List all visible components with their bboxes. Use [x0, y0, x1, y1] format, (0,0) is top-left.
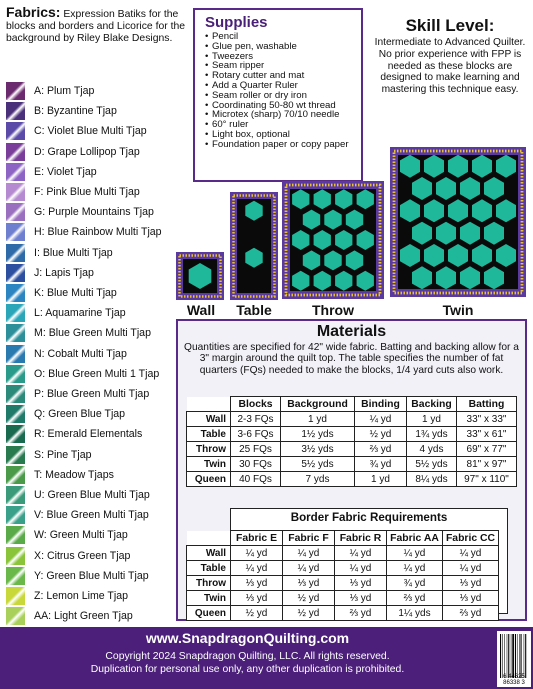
table-cell: 69" x 77": [457, 442, 517, 457]
table-row: [187, 576, 499, 591]
supplies-list: [205, 32, 355, 150]
table-cell: ½ yd: [283, 606, 335, 621]
barcode-bar: [519, 634, 520, 678]
fabric-item: [6, 446, 92, 464]
row-header: Throw: [187, 576, 231, 591]
barcode-bar: [500, 634, 501, 678]
table-cell: 33" x 33": [457, 412, 517, 427]
fabric-label: I: Blue Multi Tjap: [34, 246, 113, 259]
fabric-swatch: [6, 183, 25, 201]
table-cell: 97" x 110": [457, 472, 517, 487]
border-heading: Border Fabric Requirements: [290, 511, 448, 524]
row-header: Table: [187, 427, 231, 442]
quilt-wall-image: [176, 252, 224, 300]
barcode-bar: [521, 634, 522, 678]
supplies-heading: Supplies: [205, 14, 268, 31]
supply-item: • Foundation paper or copy paper: [205, 140, 355, 150]
table-cell: 25 FQs: [231, 442, 281, 457]
fabric-swatch: [6, 446, 25, 464]
skill-level: [372, 16, 528, 96]
fabric-item: [6, 345, 127, 363]
fabric-label: W: Green Multi Tjap: [34, 529, 128, 542]
barcode-bar: [515, 634, 516, 678]
supply-item: • 60° ruler: [205, 120, 355, 130]
col-header: Fabric CC: [443, 531, 499, 546]
barcode-bar: [512, 634, 514, 678]
table-cell: ⅓ yd: [443, 576, 499, 591]
table-cell: 1 yd: [355, 472, 407, 487]
table-cell: ½ yd: [283, 591, 335, 606]
row-header: Wall: [187, 546, 231, 561]
table-cell: ½ yd: [355, 427, 407, 442]
fabric-item: [6, 304, 126, 322]
fabric-item: [6, 385, 149, 403]
materials-note: Quantities are specified for 42" wide fabric. Batting and backing allow for a 3" margin around the quilt top. The table specifies the number of fat quarters (FQs) needed to make the blocks, 1/4 yard cuts also work.: [184, 342, 519, 376]
fabric-swatch: [6, 486, 25, 504]
fabric-swatch: [6, 143, 25, 161]
table-cell: ⅔ yd: [355, 442, 407, 457]
table-cell: 5½ yds: [407, 457, 457, 472]
fabric-swatch: [6, 82, 25, 100]
barcode-bar: [507, 634, 508, 678]
supplies-box: [193, 8, 363, 182]
fabric-label: B: Byzantine Tjap: [34, 105, 117, 118]
table-cell: ⅔ yd: [387, 591, 443, 606]
table-cell: 1½ yds: [281, 427, 355, 442]
table-cell: 1 yd: [407, 412, 457, 427]
fabric-swatch: [6, 203, 25, 221]
fabric-item: [6, 607, 133, 625]
table-row: [187, 472, 517, 487]
skill-heading: Skill Level:: [405, 16, 495, 35]
fabric-swatch: [6, 284, 25, 302]
fabric-item: [6, 284, 117, 302]
fabric-label: H: Blue Rainbow Multi Tjap: [34, 226, 162, 239]
table-cell: 8¼ yds: [407, 472, 457, 487]
col-header: Fabric F: [283, 531, 335, 546]
fabric-swatch: [6, 223, 25, 241]
materials-heading: Materials: [316, 323, 387, 340]
table-cell: ¼ yd: [443, 561, 499, 576]
fabric-label: O: Blue Green Multi 1 Tjap: [34, 367, 160, 380]
table-cell: ⅓ yd: [335, 576, 387, 591]
col-header: Batting: [457, 397, 517, 412]
barcode: [497, 631, 531, 687]
quilt-label-throw: Throw: [312, 302, 354, 318]
table-cell: ¼ yd: [443, 546, 499, 561]
fabric-label: T: Meadow Tjaps: [34, 468, 114, 481]
table-cell: 1¾ yds: [407, 427, 457, 442]
supply-item: • Coordinating 50-80 wt thread: [205, 101, 355, 111]
fabric-item: [6, 466, 114, 484]
fabric-swatch: [6, 264, 25, 282]
fabric-swatch: [6, 587, 25, 605]
fabric-label: V: Blue Green Multi Tjap: [34, 509, 149, 522]
row-header: Twin: [187, 591, 231, 606]
fabric-label: D: Grape Lollipop Tjap: [34, 145, 140, 158]
table-cell: ¼ yd: [335, 561, 387, 576]
barcode-bars: [500, 634, 528, 678]
copyright-text: [0, 650, 495, 676]
fabric-label: J: Lapis Tjap: [34, 266, 94, 279]
table-cell: 81" x 97": [457, 457, 517, 472]
fabric-label: U: Green Blue Multi Tjap: [34, 489, 150, 501]
fabric-item: [6, 425, 142, 443]
fabric-item: [6, 405, 125, 423]
table-cell: ⅔ yd: [443, 606, 499, 621]
fabric-item: [6, 122, 147, 140]
fabric-swatch: [6, 324, 25, 342]
col-header: Fabric R: [335, 531, 387, 546]
supply-item: • Rotary cutter and mat: [205, 71, 355, 81]
table-cell: ⅓ yd: [231, 591, 283, 606]
supply-item: • Microtex (sharp) 70/10 needle: [205, 110, 355, 120]
table-cell: 3½ yds: [281, 442, 355, 457]
table-cell: ¾ yd: [387, 576, 443, 591]
duplication-notice: Duplication for personal use only, any other duplication is prohibited.: [90, 664, 405, 675]
barcode-bar: [504, 634, 505, 678]
table-cell: 40 FQs: [231, 472, 281, 487]
row-header: Table: [187, 561, 231, 576]
fabric-swatch: [6, 506, 25, 524]
quilt-label-twin: Twin: [442, 302, 474, 318]
supply-item: • Add a Quarter Ruler: [205, 81, 355, 91]
barcode-bar: [525, 634, 526, 678]
supply-item: • Tweezers: [205, 52, 355, 62]
row-header: Queen: [187, 472, 231, 487]
fabric-item: [6, 324, 151, 342]
fabric-item: [6, 163, 97, 181]
table-cell: 7 yds: [281, 472, 355, 487]
border-table: [186, 530, 499, 621]
fabric-swatch: [6, 405, 25, 423]
fabric-swatch: [6, 304, 25, 322]
copyright-line: Copyright 2024 Snapdragon Quilting, LLC. All rights reserved.: [105, 651, 390, 662]
barcode-bar: [502, 634, 503, 678]
row-header: Wall: [187, 412, 231, 427]
fabric-swatch: [6, 547, 25, 565]
barcode-bar: [517, 634, 518, 678]
fabric-item: [6, 223, 162, 241]
fabrics-intro-text: Expression Batiks for the blocks and borders and Licorice for the background by Riley Blake Designs.: [6, 9, 186, 44]
fabric-label: G: Purple Mountains Tjap: [34, 206, 154, 219]
fabric-item: [6, 102, 117, 120]
table-cell: ⅔ yd: [335, 606, 387, 621]
table-cell: ¼ yd: [283, 546, 335, 561]
quilt-label-wall: Wall: [186, 302, 216, 318]
fabric-swatch: [6, 122, 25, 140]
table-cell: ¼ yd: [231, 561, 283, 576]
col-header: Background: [281, 397, 355, 412]
fabric-label: F: Pink Blue Multi Tjap: [34, 186, 140, 198]
fabric-swatch: [6, 345, 25, 363]
supply-item: • Glue pen, washable: [205, 42, 355, 52]
fabric-label: X: Citrus Green Tjap: [34, 549, 131, 562]
table-cell: 1¼ yds: [387, 606, 443, 621]
fabric-item: [6, 567, 149, 585]
fabric-swatch: [6, 425, 25, 443]
quilt-table-image: [230, 192, 278, 300]
fabric-swatch: [6, 466, 25, 484]
table-row: [187, 561, 499, 576]
materials-box: [176, 319, 527, 621]
quilt-label-table: Table: [236, 302, 272, 318]
materials-table: [186, 396, 517, 487]
table-cell: ⅓ yd: [283, 576, 335, 591]
fabric-label: Z: Lemon Lime Tjap: [34, 590, 129, 602]
table-cell: 3-6 FQs: [231, 427, 281, 442]
fabric-label: N: Cobalt Multi Tjap: [34, 347, 127, 360]
fabric-label: S: Pine Tjap: [34, 448, 92, 461]
fabric-label: A: Plum Tjap: [34, 85, 95, 97]
fabric-item: [6, 526, 128, 544]
fabric-item: [6, 183, 140, 201]
footer: [0, 627, 533, 689]
fabrics-intro: [6, 6, 186, 45]
fabric-label: L: Aquamarine Tjap: [34, 307, 126, 320]
fabric-label: E: Violet Tjap: [34, 165, 97, 178]
table-cell: 30 FQs: [231, 457, 281, 472]
fabric-item: [6, 244, 113, 262]
table-cell: 33" x 61": [457, 427, 517, 442]
barcode-bar: [524, 634, 525, 678]
quilt-throw-image: [282, 181, 384, 299]
fabrics-heading: Fabrics:: [6, 4, 61, 20]
fabric-swatch: [6, 567, 25, 585]
row-header: Throw: [187, 442, 231, 457]
table-row: [187, 606, 499, 621]
quilt-twin-image: [390, 147, 526, 297]
table-row: [187, 591, 499, 606]
table-cell: ⅓ yd: [231, 576, 283, 591]
table-cell: ¼ yd: [231, 546, 283, 561]
supply-item: • Light box, optional: [205, 130, 355, 140]
fabric-item: [6, 264, 94, 282]
fabric-label: Y: Green Blue Multi Tjap: [34, 569, 149, 582]
table-cell: 1 yd: [281, 412, 355, 427]
table-row: [187, 412, 517, 427]
skill-text: Intermediate to Advanced Quilter. No prior experience with FPP is needed as these blocks are designed to make learning and mastering this technique easy.: [374, 37, 526, 96]
table-cell: ½ yd: [231, 606, 283, 621]
row-header: Queen: [187, 606, 231, 621]
barcode-bar: [511, 634, 512, 678]
col-header: Backing: [407, 397, 457, 412]
table-cell: 2-3 FQs: [231, 412, 281, 427]
table-cell: ⅓ yd: [443, 591, 499, 606]
table-row: [187, 546, 499, 561]
fabric-label: AA: Light Green Tjap: [34, 610, 133, 623]
col-header: Binding: [355, 397, 407, 412]
table-cell: ¾ yd: [355, 457, 407, 472]
table-cell: ¼ yd: [283, 561, 335, 576]
fabric-item: [6, 486, 150, 504]
fabric-swatch: [6, 163, 25, 181]
fabric-label: P: Blue Green Multi Tjap: [34, 388, 150, 400]
fabric-label: Q: Green Blue Tjap: [34, 408, 126, 421]
row-header: Twin: [187, 457, 231, 472]
fabric-item: [6, 547, 130, 565]
fabric-label: M: Blue Green Multi Tjap: [34, 327, 151, 340]
table-cell: ¼ yd: [335, 546, 387, 561]
fabric-swatch: [6, 526, 25, 544]
col-header: Fabric E: [231, 531, 283, 546]
table-cell: ¼ yd: [387, 561, 443, 576]
fabric-swatch: [6, 244, 25, 262]
fabric-item: [6, 506, 149, 524]
table-cell: ¼ yd: [387, 546, 443, 561]
fabric-label: R: Emerald Elementals: [34, 428, 143, 441]
fabric-label: C: Violet Blue Multi Tjap: [34, 125, 147, 138]
table-cell: ¼ yd: [355, 412, 407, 427]
fabric-label: K: Blue Multi Tjap: [34, 287, 117, 299]
website-link[interactable]: www.SnapdragonQuilting.com: [145, 630, 350, 646]
table-row: [187, 427, 517, 442]
table-row: [187, 457, 517, 472]
table-row: [187, 442, 517, 457]
fabric-item: [6, 587, 128, 605]
supply-item: • Pencil: [205, 32, 355, 42]
fabric-swatch: [6, 385, 25, 403]
fabric-swatch: [6, 102, 25, 120]
fabric-item: [6, 82, 94, 100]
table-cell: 5½ yds: [281, 457, 355, 472]
supply-item: • Seam roller or dry iron: [205, 91, 355, 101]
fabric-item: [6, 203, 154, 221]
col-header: Blocks: [231, 397, 281, 412]
fabric-item: [6, 143, 140, 161]
barcode-number: 6 44625 86338 3: [503, 674, 525, 686]
fabric-item: [6, 365, 159, 383]
fabric-swatch: [6, 607, 25, 625]
barcode-bar: [508, 634, 509, 678]
fabric-swatch: [6, 365, 25, 383]
col-header: Fabric AA: [387, 531, 443, 546]
table-cell: ⅓ yd: [335, 591, 387, 606]
table-cell: 4 yds: [407, 442, 457, 457]
supply-item: • Seam ripper: [205, 61, 355, 71]
